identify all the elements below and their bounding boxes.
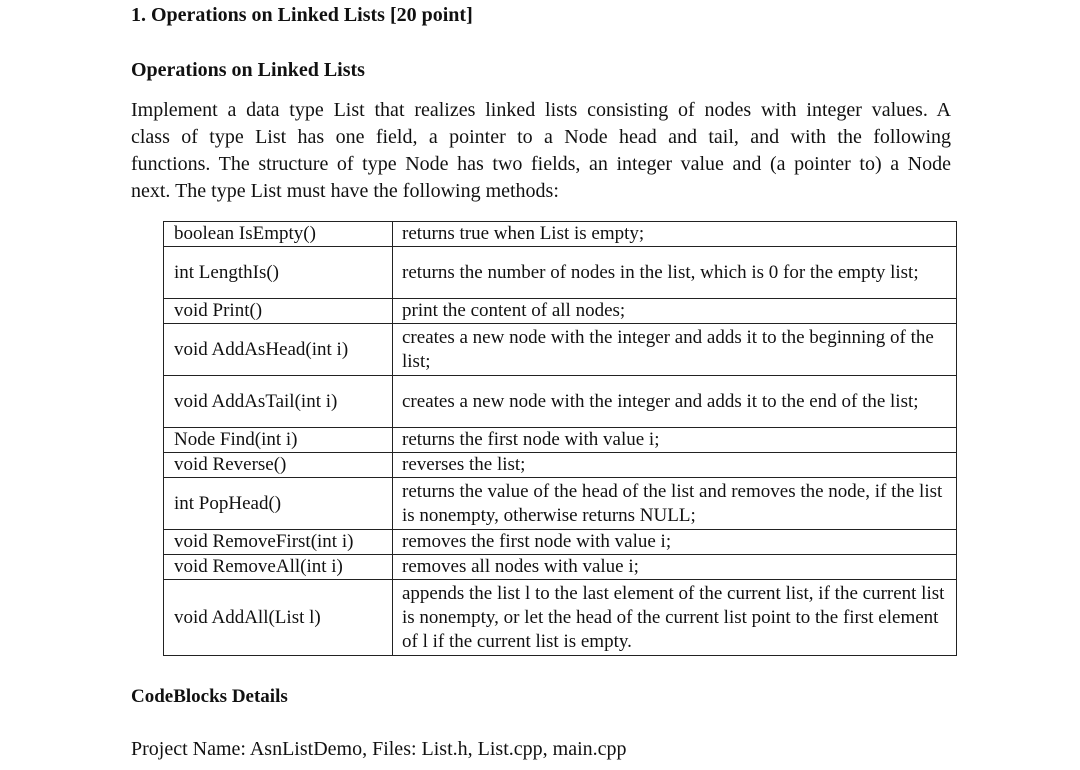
method-signature: boolean IsEmpty()	[164, 222, 393, 247]
method-signature: void AddAsTail(int i)	[164, 376, 393, 428]
method-description: removes the first node with value i;	[393, 530, 957, 555]
intro-line: class of type List has one field, a pointer to a Node head and tail, and with the following	[131, 126, 951, 148]
table-row	[164, 324, 957, 376]
table-row	[164, 453, 957, 478]
method-signature: void Print()	[164, 299, 393, 324]
method-signature: void RemoveFirst(int i)	[164, 530, 393, 555]
table-row	[164, 530, 957, 555]
intro-line: functions. The structure of type Node has two fields, an integer value and (a pointer to) a Node	[131, 153, 951, 175]
method-signature: Node Find(int i)	[164, 428, 393, 453]
project-details: Project Name: AsnListDemo, Files: List.h, List.cpp, main.cpp	[131, 738, 627, 760]
method-description: returns the first node with value i;	[393, 428, 957, 453]
table-row	[164, 428, 957, 453]
method-signature: int PopHead()	[164, 478, 393, 530]
intro-paragraph	[131, 97, 951, 205]
method-description: removes all nodes with value i;	[393, 555, 957, 580]
table-row	[164, 247, 957, 299]
method-description: appends the list l to the last element of the current list, if the current list is nonempty, or let the head of the current list point to the first element of l if the current list is empty.	[393, 580, 957, 656]
table-row	[164, 222, 957, 247]
method-description: reverses the list;	[393, 453, 957, 478]
method-description: print the content of all nodes;	[393, 299, 957, 324]
method-signature: void RemoveAll(int i)	[164, 555, 393, 580]
method-description: creates a new node with the integer and adds it to the end of the list;	[393, 376, 957, 428]
method-description: returns true when List is empty;	[393, 222, 957, 247]
method-signature: void AddAsHead(int i)	[164, 324, 393, 376]
method-description: creates a new node with the integer and adds it to the beginning of the list;	[393, 324, 957, 376]
method-description: returns the number of nodes in the list, which is 0 for the empty list;	[393, 247, 957, 299]
method-description: returns the value of the head of the list and removes the node, if the list is nonempty, otherwise returns NULL;	[393, 478, 957, 530]
method-signature: void Reverse()	[164, 453, 393, 478]
intro-line: next. The type List must have the following methods:	[131, 180, 559, 202]
codeblocks-heading: CodeBlocks Details	[131, 686, 288, 707]
table-row	[164, 478, 957, 530]
table-row	[164, 555, 957, 580]
table-row	[164, 580, 957, 656]
sub-heading: Operations on Linked Lists	[131, 59, 365, 81]
method-signature: void AddAll(List l)	[164, 580, 393, 656]
method-signature: int LengthIs()	[164, 247, 393, 299]
section-heading: 1. Operations on Linked Lists [20 point]	[131, 4, 473, 26]
methods-table	[163, 221, 957, 656]
intro-line: Implement a data type List that realizes linked lists consisting of nodes with integer values. A	[131, 99, 951, 121]
table-row	[164, 376, 957, 428]
table-row	[164, 299, 957, 324]
